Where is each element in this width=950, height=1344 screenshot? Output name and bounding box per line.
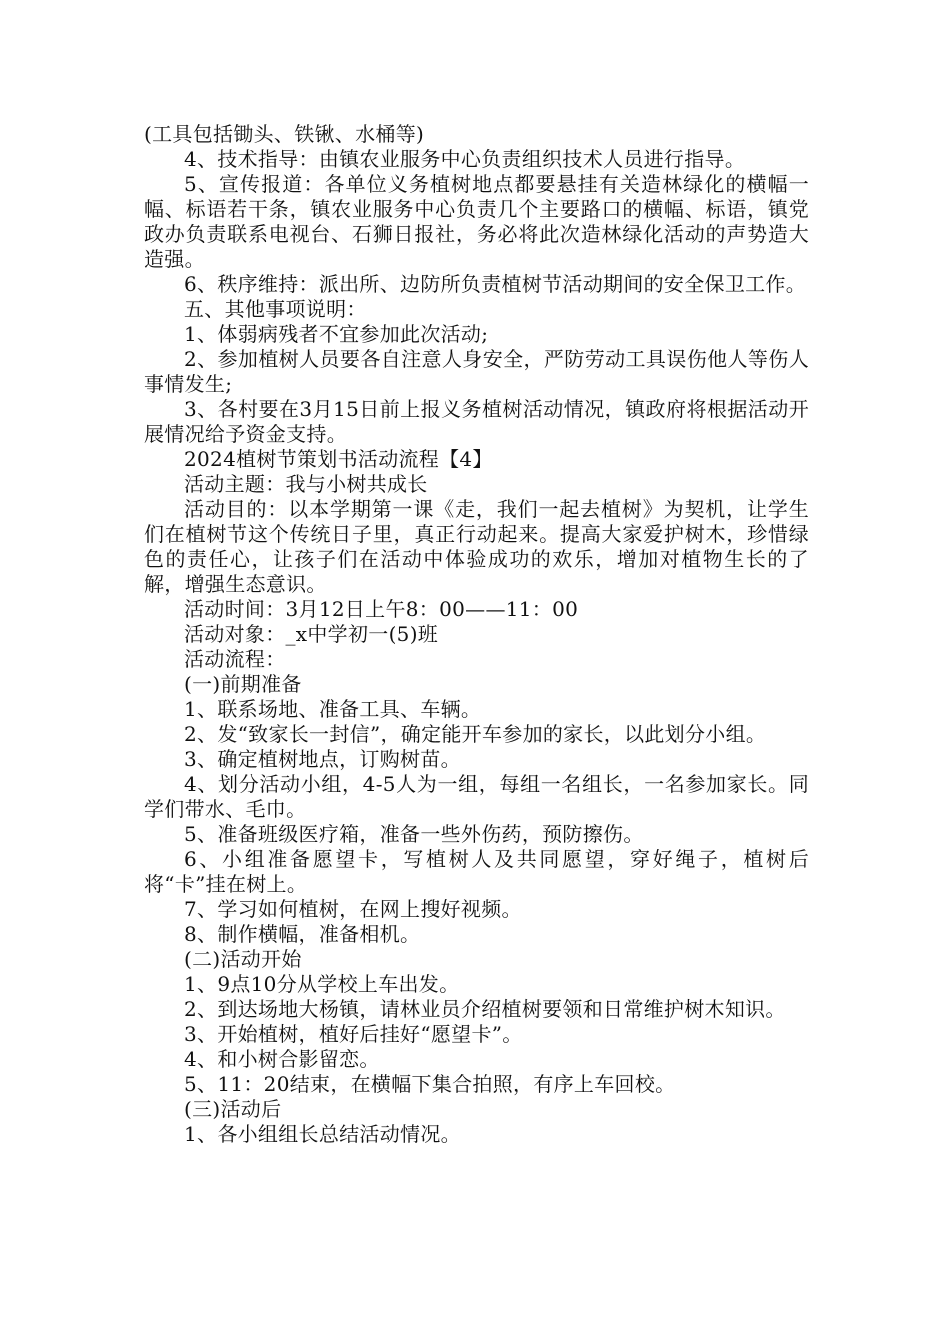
paragraph: 1、各小组组长总结活动情况。 [184,1122,461,1146]
paragraph: 5、宣传报道：各单位义务植树地点都要悬挂有关造林绿化的横幅一幅、标语若干条，镇农业服务中心负责几个主要路口的横幅、标语，镇党政办负责联系电视台、石狮日报社，务必将此次造林绿化活动的声势造大造强。 [144,172,809,271]
paragraph: 4、技术指导：由镇农业服务中心负责组织技术人员进行指导。 [184,147,746,171]
paragraph: 活动流程： [184,647,286,671]
paragraph: 3、确定植树地点，订购树苗。 [184,747,461,771]
paragraph: 活动目的：以本学期第一课《走，我们一起去植树》为契机，让学生们在植树节这个传统日子里，真正行动起来。提高大家爱护树木，珍惜绿色的责任心，让孩子们在活动中体验成功的欢乐，增加对植物生长的了解，增强生态意识。 [144,497,809,596]
paragraph: 活动主题：我与小树共成长 [184,472,428,496]
paragraph: 5、准备班级医疗箱，准备一些外伤药，预防擦伤。 [184,822,644,846]
document-body [144,122,809,1147]
paragraph: 1、体弱病残者不宜参加此次活动; [184,322,489,346]
paragraph: 4、和小树合影留恋。 [184,1047,380,1071]
paragraph: 6、小组准备愿望卡，写植树人及共同愿望，穿好绳子，植树后将“卡”挂在树上。 [144,847,809,896]
paragraph: 活动对象：_x中学初一(5)班 [184,622,439,646]
paragraph: 3、各村要在3月15日前上报义务植树活动情况，镇政府将根据活动开展情况给予资金支持。 [144,397,809,446]
paragraph: 活动时间：3月12日上午8：00——11：00 [184,597,579,621]
paragraph: (二)活动开始 [184,947,302,971]
paragraph: 2、参加植树人员要各自注意人身安全，严防劳动工具误伤他人等伤人事情发生; [144,347,809,396]
paragraph: 5、11：20结束，在横幅下集合拍照，有序上车回校。 [184,1072,676,1096]
paragraph: 2、发“致家长一封信”，确定能开车参加的家长，以此划分小组。 [184,722,767,746]
paragraph: 3、开始植树，植好后挂好“愿望卡”。 [184,1022,523,1046]
paragraph: (三)活动后 [184,1097,282,1121]
paragraph: 2024植树节策划书活动流程【4】 [184,447,493,471]
paragraph: (一)前期准备 [184,672,302,696]
paragraph: 2、到达场地大杨镇，请林业员介绍植树要领和日常维护树木知识。 [184,997,786,1021]
paragraph: 1、9点10分从学校上车出发。 [184,972,460,996]
paragraph: 7、学习如何植树，在网上搜好视频。 [184,897,522,921]
paragraph: 五、其他事项说明： [184,297,367,321]
paragraph: 1、联系场地、准备工具、车辆。 [184,697,482,721]
paragraph: 4、划分活动小组，4-5人为一组，每组一名组长，一名参加家长。同学们带水、毛巾。 [144,772,809,821]
paragraph: (工具包括锄头、铁锹、水桶等) [144,122,425,146]
paragraph: 6、秩序维持：派出所、边防所负责植树节活动期间的安全保卫工作。 [184,272,807,296]
paragraph: 8、制作横幅，准备相机。 [184,922,421,946]
